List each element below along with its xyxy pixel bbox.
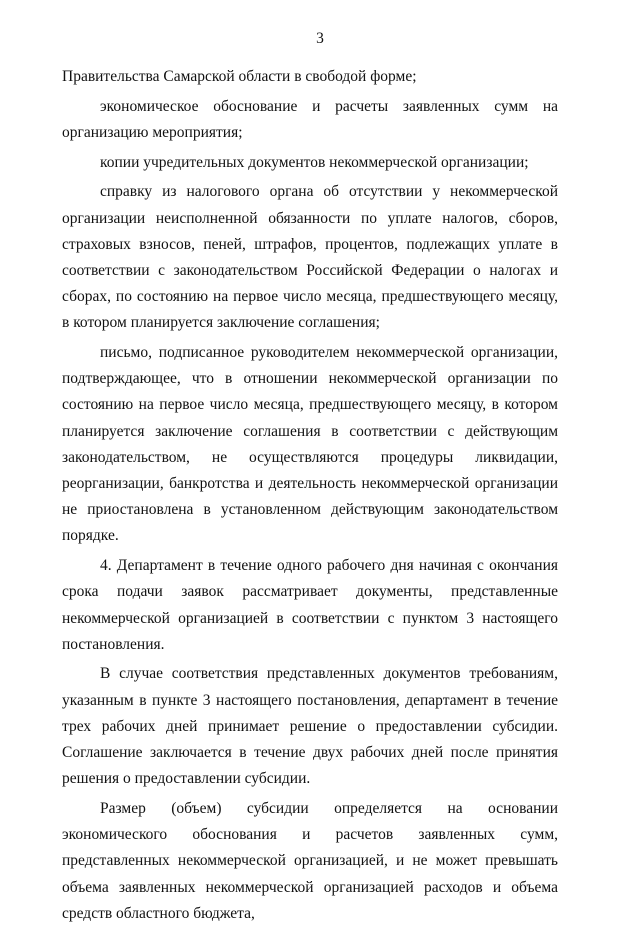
paragraph-letter-from-head: письмо, подписанное руководителем некоммерческой организации, подтверждающее, что в отношении некоммерческой организации по состоянию на первое число месяца, предшествующего месяцу, в котором планируется заключение соглашения в соответствии с действующим законодательством, не осуществляются процедуры ликвидации, реорганизации, банкротства и деятельность некоммерческой организации не приостановлена в установленном действующим законодательством порядке.: [62, 344, 558, 545]
paragraph-tax-certificate: справку из налогового органа об отсутствии у некоммерческой организации неисполненной обязанности по уплате налогов, сборов, страховых взносов, пеней, штрафов, процентов, подлежащих уплате в соответствии с законодательством Российской Федерации о налогах и сборах, по состоянию на первое число месяца, предшествующего месяцу, в котором планируется заключение соглашения;: [62, 183, 558, 332]
paragraph-continuation: Правительства Самарской области в свободой форме;: [62, 68, 417, 85]
page-number: 3: [316, 30, 324, 47]
paragraph-founding-documents: копии учредительных документов некоммерческой организации;: [100, 153, 529, 171]
paragraph-subsidy-amount: Размер (объем) субсидии определяется на основании экономического обоснования и расчетов заявленных сумм, представленных некоммерческой организацией, и не может превышать объема заявленных некоммерческой организацией расходов и объема средств областного бюджета,: [62, 799, 558, 922]
document-body: [62, 64, 558, 931]
paragraph-item-4: 4. Департамент в течение одного рабочего дня начиная с окончания срока подачи заявок рассматривает документы, представленные некоммерческой организацией в соответствии с пунктом 3 настоящего постановления.: [62, 557, 558, 653]
paragraph-economic-justification: экономическое обоснование и расчеты заявленных сумм на организацию мероприятия;: [62, 97, 558, 141]
paragraph-decision: В случае соответствия представленных документов требованиям, указанным в пункте 3 настоящего постановления, департамент в течение трех рабочих дней принимает решение о предоставлении субсидии. Соглашение заключается в течение двух рабочих дней после принятия решения о предоставлении субсидии.: [62, 665, 558, 788]
